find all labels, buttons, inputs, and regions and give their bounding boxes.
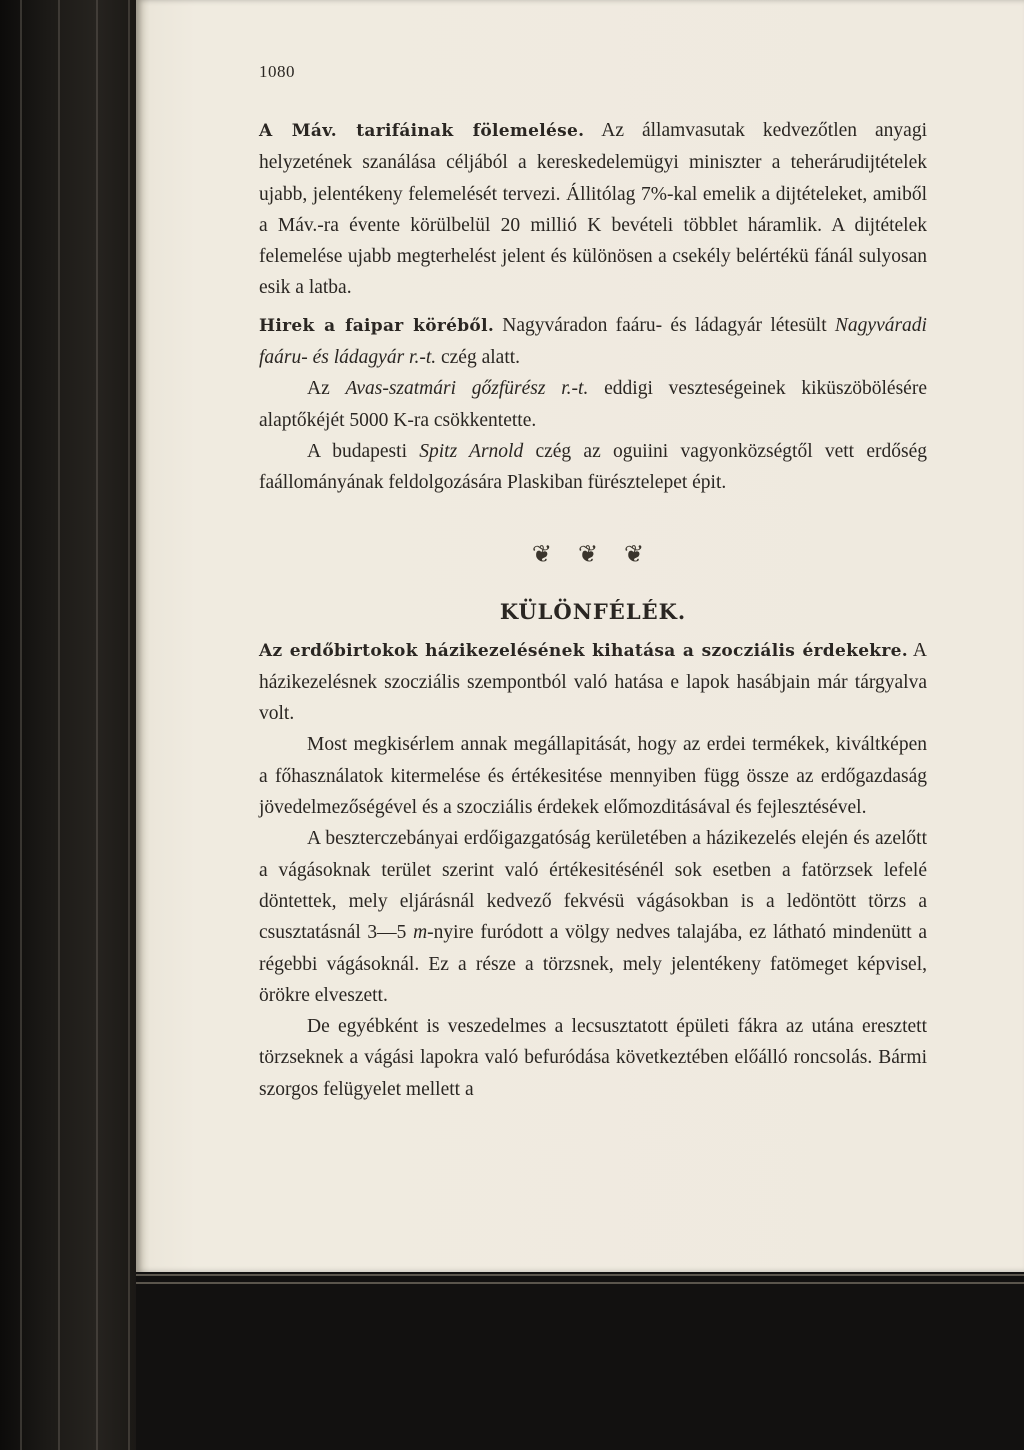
paragraph-text-block: Most megkisérlem annak megállapitását, hogy az erdei termékek, kiváltképen a főhasználatok kitermelése és értékesitése mennyiben függ össze az erdőgazdaság jövedelmezőségével és a szocziális érdekek előmozditásával és fejlesztésével. [259,734,927,819]
paragraph-lead: Az erdőbirtokok házikezelésének kihatása a szocziális érdekekre. [259,640,908,661]
paragraph-spitz-arnold [259,436,927,499]
paragraph-text: -nyire furódott a völgy nedves talajába, ez látható mindenütt a régebbi vágásoknál. Ez a része a törzsnek, mely jelentékeny fatömeget képvisel, örökre elveszett. [259,922,928,1006]
paragraph-text: A házikezelésnek szocziális szempontból való hatása e lapok hasábjain már tárgyalva volt. [259,639,927,725]
page-number: 1080 [259,62,295,81]
paragraph-text: czég az oguiini vagyonközségtől vett erdőség faállományának feldolgozására Plaskiban fürésztelepet épit. [259,440,927,494]
company-name: Avas-szatmári gőzfürész r.-t. [345,378,589,400]
company-name: Spitz Arnold [419,440,524,462]
paragraph-text: Az államvasutak kedvezőtlen anyagi helyzetének szanálása céljából a kereskedelemügyi miniszter a teherárudijtételek ujabb, jelentékeny felemelését tervezi. Állitólag 7%-kal emelik a dijtételeket, amiből a Máv.-ra évente körülbelül 20 millió K bevételi többlet háramlik. A dijtételek felemelése ujabb megterhelést jelent és különösen a csekély belértékü fánál sulyosan esik a latba. [259,120,927,299]
paragraph-mav-tariffs [259,115,927,304]
paragraph-text: czég alatt. [436,347,521,369]
company-name: Nagyváradi faáru- és ládagyár r.-t. [259,314,927,369]
paragraph-text: Nagyváradon faáru- és ládagyár létesült [494,314,835,336]
page-bottom-edge [136,1272,1024,1450]
paragraph-text: A beszterczebányai erdőigazgatóság kerületében a házikezelés elején és azelőtt a vágásoknak terület szerint való értékesitésénél sok esetben a fatörzsek lefelé döntettek, mely eljárásnál kedvező fekvésü vágásokban is a ledöntött törzs a csusztatásnál 3—5 [259,828,927,944]
paragraph-text-block: De egyébként is veszedelmes a lecsusztatott épületi fákra az utána eresztett törzseknek a vágási lapokra való befuródása következtében előálló roncsolás. Bármi szorgos felügyelet mellett a [259,1016,927,1100]
paragraph-lead: Hirek a faipar köréből. [259,315,495,336]
paragraph-industry-news [259,310,927,374]
paragraph-beszterczebanya [259,823,927,1011]
ornament-divider: ❦ ❦ ❦ [531,541,655,568]
paragraph-text: Az [307,378,346,400]
paragraph-lead: A Máv. tarifáinak fölemelése. [259,121,585,141]
paragraph-avas-szatmari [259,373,927,436]
section-heading: KÜLÖNFÉLÉK. [499,598,687,624]
paragraph-text: A budapesti [307,440,420,462]
paragraph-forest-management [259,635,927,730]
unit: m [413,922,428,944]
paragraph-text: eddigi veszteségeinek kiküszöbölésére alaptőkéjét 5000 K-ra csökkentette. [259,378,927,431]
page-content [259,60,927,1105]
